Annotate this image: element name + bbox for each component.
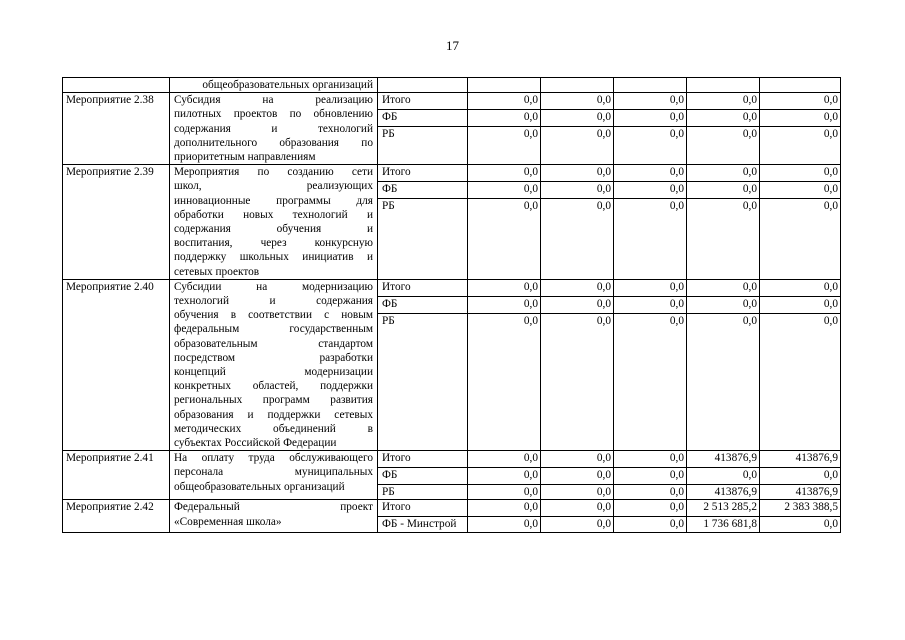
budget-table [62,77,841,533]
funding-source-cell: Итого [378,500,468,517]
funding-source-cell: РБ [378,313,468,450]
value-cell: 413876,9 [687,451,760,468]
funding-source-cell: Итого [378,279,468,296]
value-cell: 0,0 [614,296,687,313]
table-row [63,165,841,182]
value-cell: 0,0 [468,296,541,313]
value-cell: 0,0 [614,517,687,532]
value-cell: 0,0 [468,451,541,468]
description-line: общеобразовательных организаций [174,480,345,493]
source-cell [378,78,468,93]
value-cell: 0,0 [687,110,760,127]
funding-source-cell: ФБ - Минстрой [378,517,468,532]
value-cell: 413876,9 [760,485,841,500]
funding-source-cell: РБ [378,127,468,165]
value-cell: 0,0 [541,93,614,110]
description-line: обучения в соответствии с новым [174,309,373,322]
value-cell: 0,0 [760,199,841,280]
value-cell: 0,0 [468,468,541,485]
description-line: посредством разработки [174,351,373,364]
value-cell: 0,0 [468,485,541,500]
description-line: образовательным стандартом [174,337,373,350]
description-line: приоритетным направлениям [174,151,316,164]
description-line: содержания обучения и [174,223,373,236]
value-cell: 0,0 [760,127,841,165]
measure-code-cell: Мероприятие 2.40 [63,279,170,450]
measure-description-cell [170,165,378,280]
value-cell [687,78,760,93]
description-line: Федеральный проект [174,501,373,514]
value-cell: 0,0 [468,165,541,182]
page-number: 17 [446,38,459,53]
table-row [63,93,841,110]
table-row [63,279,841,296]
funding-source-cell: Итого [378,451,468,468]
value-cell: 0,0 [468,199,541,280]
value-cell: 2 513 285,2 [687,500,760,517]
value-cell [468,78,541,93]
value-cell: 0,0 [760,517,841,532]
value-cell: 0,0 [614,485,687,500]
description-line: пилотных проектов по обновлению [174,108,373,121]
table-row [63,500,841,517]
description-line: федеральным государственным [174,323,373,336]
value-cell: 0,0 [760,165,841,182]
value-cell: 0,0 [760,93,841,110]
table-row [63,451,841,468]
value-cell: 0,0 [541,127,614,165]
funding-source-cell: РБ [378,199,468,280]
value-cell: 0,0 [468,110,541,127]
measure-code-cell: Мероприятие 2.41 [63,451,170,500]
value-cell: 0,0 [614,127,687,165]
value-cell: 0,0 [541,517,614,532]
value-cell: 0,0 [541,165,614,182]
value-cell: 0,0 [760,313,841,450]
funding-source-cell: ФБ [378,110,468,127]
value-cell: 0,0 [541,451,614,468]
value-cell: 0,0 [687,127,760,165]
funding-source-cell: ФБ [378,468,468,485]
description-line: «Современная школа» [174,515,282,528]
value-cell: 0,0 [687,182,760,199]
description-line: содержания и технологий [174,122,373,135]
description-line: дополнительного образования по [174,136,373,149]
description-line: методических объединений в [174,422,373,435]
value-cell: 0,0 [687,199,760,280]
description-line: На оплату труда обслуживающего [174,452,373,465]
code-cell [63,78,170,93]
value-cell: 0,0 [541,279,614,296]
value-cell: 0,0 [687,279,760,296]
description-cell: общеобразовательных организаций [170,78,378,93]
value-cell: 0,0 [614,199,687,280]
value-cell: 0,0 [541,500,614,517]
funding-source-cell: Итого [378,165,468,182]
value-cell: 413876,9 [760,451,841,468]
description-line: Мероприятия по созданию сети [174,166,373,179]
value-cell: 0,0 [468,127,541,165]
value-cell: 0,0 [541,182,614,199]
value-cell: 0,0 [614,468,687,485]
value-cell: 0,0 [541,468,614,485]
value-cell: 0,0 [468,279,541,296]
description-line: персонала муниципальных [174,466,373,479]
funding-source-cell: ФБ [378,182,468,199]
value-cell: 0,0 [687,93,760,110]
value-cell: 0,0 [687,296,760,313]
description-line: поддержку школьных инициатив и [174,251,373,264]
measure-code-cell: Мероприятие 2.38 [63,93,170,165]
description-line: сетевых проектов [174,265,260,278]
funding-source-cell: РБ [378,485,468,500]
value-cell: 0,0 [614,500,687,517]
value-cell: 0,0 [614,313,687,450]
description-line: субъектах Российской Федерации [174,437,337,450]
value-cell: 0,0 [760,110,841,127]
measure-description-cell [170,93,378,165]
continuation-row [63,78,841,93]
description-line: обработки новых технологий и [174,208,373,221]
value-cell: 0,0 [760,182,841,199]
value-cell: 0,0 [541,296,614,313]
value-cell: 0,0 [614,110,687,127]
value-cell: 0,0 [760,468,841,485]
value-cell: 0,0 [614,451,687,468]
value-cell: 0,0 [614,279,687,296]
measure-description-cell [170,500,378,532]
value-cell: 0,0 [614,182,687,199]
value-cell: 0,0 [687,468,760,485]
value-cell: 0,0 [687,165,760,182]
value-cell: 0,0 [541,313,614,450]
measure-code-cell: Мероприятие 2.42 [63,500,170,532]
description-line: Субсидия на реализацию [174,94,373,107]
value-cell: 413876,9 [687,485,760,500]
value-cell: 0,0 [541,199,614,280]
description-line: концепций модернизации [174,366,373,379]
value-cell: 0,0 [468,500,541,517]
description-line: школ, реализующих [174,180,373,193]
value-cell [541,78,614,93]
description-line: образования и поддержки сетевых [174,408,373,421]
description-line: конкретных областей, поддержки [174,380,373,393]
value-cell: 0,0 [468,93,541,110]
value-cell: 0,0 [614,93,687,110]
measure-description-cell [170,279,378,450]
value-cell: 2 383 388,5 [760,500,841,517]
value-cell: 0,0 [468,517,541,532]
value-cell [614,78,687,93]
value-cell: 0,0 [468,313,541,450]
table-body [63,78,841,533]
value-cell: 1 736 681,8 [687,517,760,532]
measure-code-cell: Мероприятие 2.39 [63,165,170,280]
value-cell: 0,0 [541,110,614,127]
description-line: воспитания, через конкурсную [174,237,373,250]
measure-description-cell [170,451,378,500]
funding-source-cell: Итого [378,93,468,110]
description-line: региональных программ развития [174,394,373,407]
value-cell: 0,0 [760,279,841,296]
description-line: инновационные программы для [174,194,373,207]
funding-source-cell: ФБ [378,296,468,313]
value-cell: 0,0 [760,296,841,313]
description-line: технологий и содержания [174,295,373,308]
value-cell: 0,0 [687,313,760,450]
value-cell: 0,0 [468,182,541,199]
value-cell: 0,0 [541,485,614,500]
value-cell: 0,0 [614,165,687,182]
description-line: Субсидии на модернизацию [174,280,373,293]
value-cell [760,78,841,93]
